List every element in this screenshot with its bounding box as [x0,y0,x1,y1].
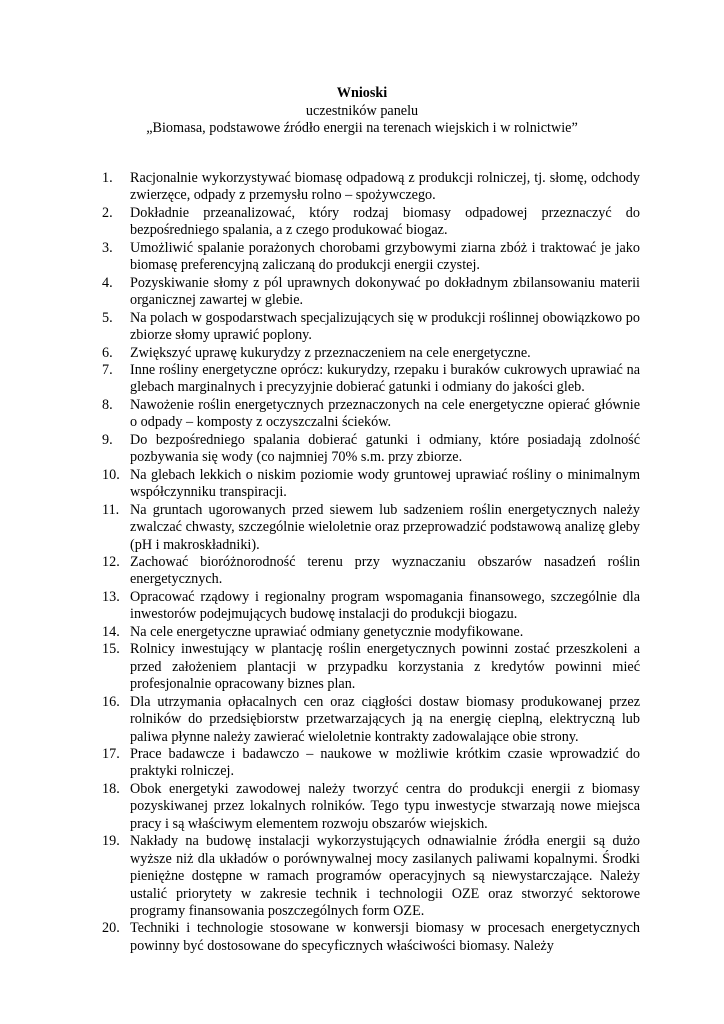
conclusion-number: 11. [102,501,120,518]
conclusion-item [102,467,640,502]
conclusion-item [102,624,640,641]
conclusion-text: Rolnicy inwestujący w plantację roślin energetycznych powinni zostać przeszkoleni a przed założeniem plantacji w przypadku korzystania z kredytów powinni mieć profesjonalnie opracowany biznes plan. [130,641,640,693]
conclusion-text: Techniki i technologie stosowane w konwersji biomasy w procesach energetycznych powinny być dostosowane do specyficznych właściwości biomasy. Należy [130,920,640,954]
conclusion-number: 14. [102,623,120,640]
conclusions-list [102,170,640,955]
panel-name: „Biomasa, podstawowe źródło energii na terenach wiejskich i w rolnictwie” [146,120,578,136]
conclusion-number: 3. [102,239,113,256]
conclusion-item [102,641,640,693]
conclusion-number: 13. [102,588,120,605]
conclusion-text: Umożliwić spalanie porażonych chorobami grzybowymi ziarna zbóż i traktować je jako biomasę preferencyjną zaliczaną do produkcji energii czystej. [130,239,640,274]
conclusion-item [102,240,640,275]
conclusion-item [102,345,640,362]
conclusion-item [102,589,640,624]
conclusion-text: Nawożenie roślin energetycznych przeznaczonych na cele energetyczne opierać głównie o odpady – komposty z oczyszczalni ścieków. [130,396,640,431]
conclusion-item [102,432,640,467]
conclusion-number: 7. [102,361,113,378]
conclusion-number: 5. [102,309,113,326]
conclusion-text: Opracować rządowy i regionalny program wspomagania finansowego, szczególnie dla inwestorów podejmujących budowę instalacji do produkcji biogazu. [130,588,640,623]
conclusion-item [102,397,640,432]
conclusion-text: Dla utrzymania opłacalnych cen oraz ciągłości dostaw biomasy produkowanej przez rolników do przedsiębiorstw przetwarzających ją na energię cieplną, elektryczną lub paliwa płynne należy zawierać wieloletnie kontrakty zadowalające obie strony. [130,693,640,745]
conclusion-item [102,205,640,240]
conclusion-number: 18. [102,780,120,797]
conclusion-number: 8. [102,396,113,413]
conclusion-number: 1. [102,170,113,186]
conclusion-text: Na polach w gospodarstwach specjalizujących się w produkcji roślinnej obowiązkowo po zbiorze słomy uprawić poplony. [130,309,640,344]
conclusion-item [102,920,640,955]
conclusion-text: Obok energetyki zawodowej należy tworzyć centra do produkcji energii z biomasy pozyskiwanej przez lokalnych rolników. Tego typu inwestycje stwarzają nowe miejsca pracy i są właściwym elementem rozwoju obszarów wiejskich. [130,780,640,832]
conclusion-item [102,275,640,310]
conclusion-number: 15. [102,641,120,658]
conclusion-text: Zwiększyć uprawę kukurydzy z przeznaczeniem na cele energetyczne. [130,344,531,361]
conclusion-item [102,694,640,746]
conclusion-number: 6. [102,344,113,361]
conclusion-item [102,746,640,781]
conclusion-number: 10. [102,466,120,483]
conclusion-text: Dokładnie przeanalizować, który rodzaj biomasy odpadowej przeznaczyć do bezpośredniego spalania, a z czego produkować biogaz. [130,204,640,239]
conclusion-text: Na cele energetyczne uprawiać odmiany genetycznie modyfikowane. [130,623,524,640]
conclusion-item [102,554,640,589]
conclusion-text: Inne rośliny energetyczne oprócz: kukurydzy, rzepaku i buraków cukrowych uprawiać na glebach marginalnych i precyzyjnie dobierać gatunki i odmiany do jakości gleb. [130,361,640,396]
conclusion-number: 2. [102,204,113,221]
conclusion-item [102,170,640,205]
conclusion-item [102,781,640,833]
conclusion-text: Pozyskiwanie słomy z pól uprawnych dokonywać po dokładnym zbilansowaniu materii organicznej zawartej w glebie. [130,274,640,309]
conclusion-text: Nakłady na budowę instalacji wykorzystujących odnawialnie źródła energii są dużo wyższe niż dla układów o porównywalnej mocy zasilanych paliwami kopalnymi. Środki pieniężne dostępne w ramach programów operacyjnych są niewystarczające. Należy ustalić priorytety w zakresie technik i technologii OZE oraz stworzyć sektorowe programy finansowania poszczególnych form OZE. [130,833,640,920]
conclusion-number: 9. [102,431,113,448]
conclusion-item [102,362,640,397]
document-title: Wnioski [336,85,388,101]
conclusion-text: Na glebach lekkich o niskim poziomie wody gruntowej uprawiać rośliny o minimalnym współczynniku transpiracji. [130,466,640,501]
conclusion-number: 4. [102,274,113,291]
conclusion-text: Do bezpośredniego spalania dobierać gatunki i odmiany, które posiadają zdolność pozbywania się wody (co najmniej 70% s.m. przy zbiorze. [130,431,640,466]
conclusion-number: 19. [102,833,120,850]
conclusion-number: 17. [102,745,120,762]
conclusion-item [102,502,640,554]
conclusion-number: 12. [102,553,120,570]
conclusion-number: 20. [102,920,120,937]
conclusion-text: Na gruntach ugorowanych przed siewem lub sadzeniem roślin energetycznych należy zwalczać chwasty, szczególnie wieloletnie oraz przeprowadzić podstawową analizę gleby (pH i makroskładniki). [130,501,640,553]
conclusion-text: Prace badawcze i badawczo – naukowe w możliwie krótkim czasie wprowadzić do praktyki rolniczej. [130,745,640,780]
document-heading [0,85,724,138]
conclusion-number: 16. [102,693,120,710]
document-subtitle: uczestników panelu [305,102,419,119]
conclusion-item [102,833,640,920]
conclusion-item [102,310,640,345]
conclusion-text: Racjonalnie wykorzystywać biomasę odpadową z produkcji rolniczej, tj. słomę, odchody zwierzęce, odpady z przemysłu rolno – spożywczego. [130,170,640,204]
conclusion-text: Zachować bioróżnorodność terenu przy wyznaczaniu obszarów nasadzeń roślin energetycznych. [130,553,640,588]
